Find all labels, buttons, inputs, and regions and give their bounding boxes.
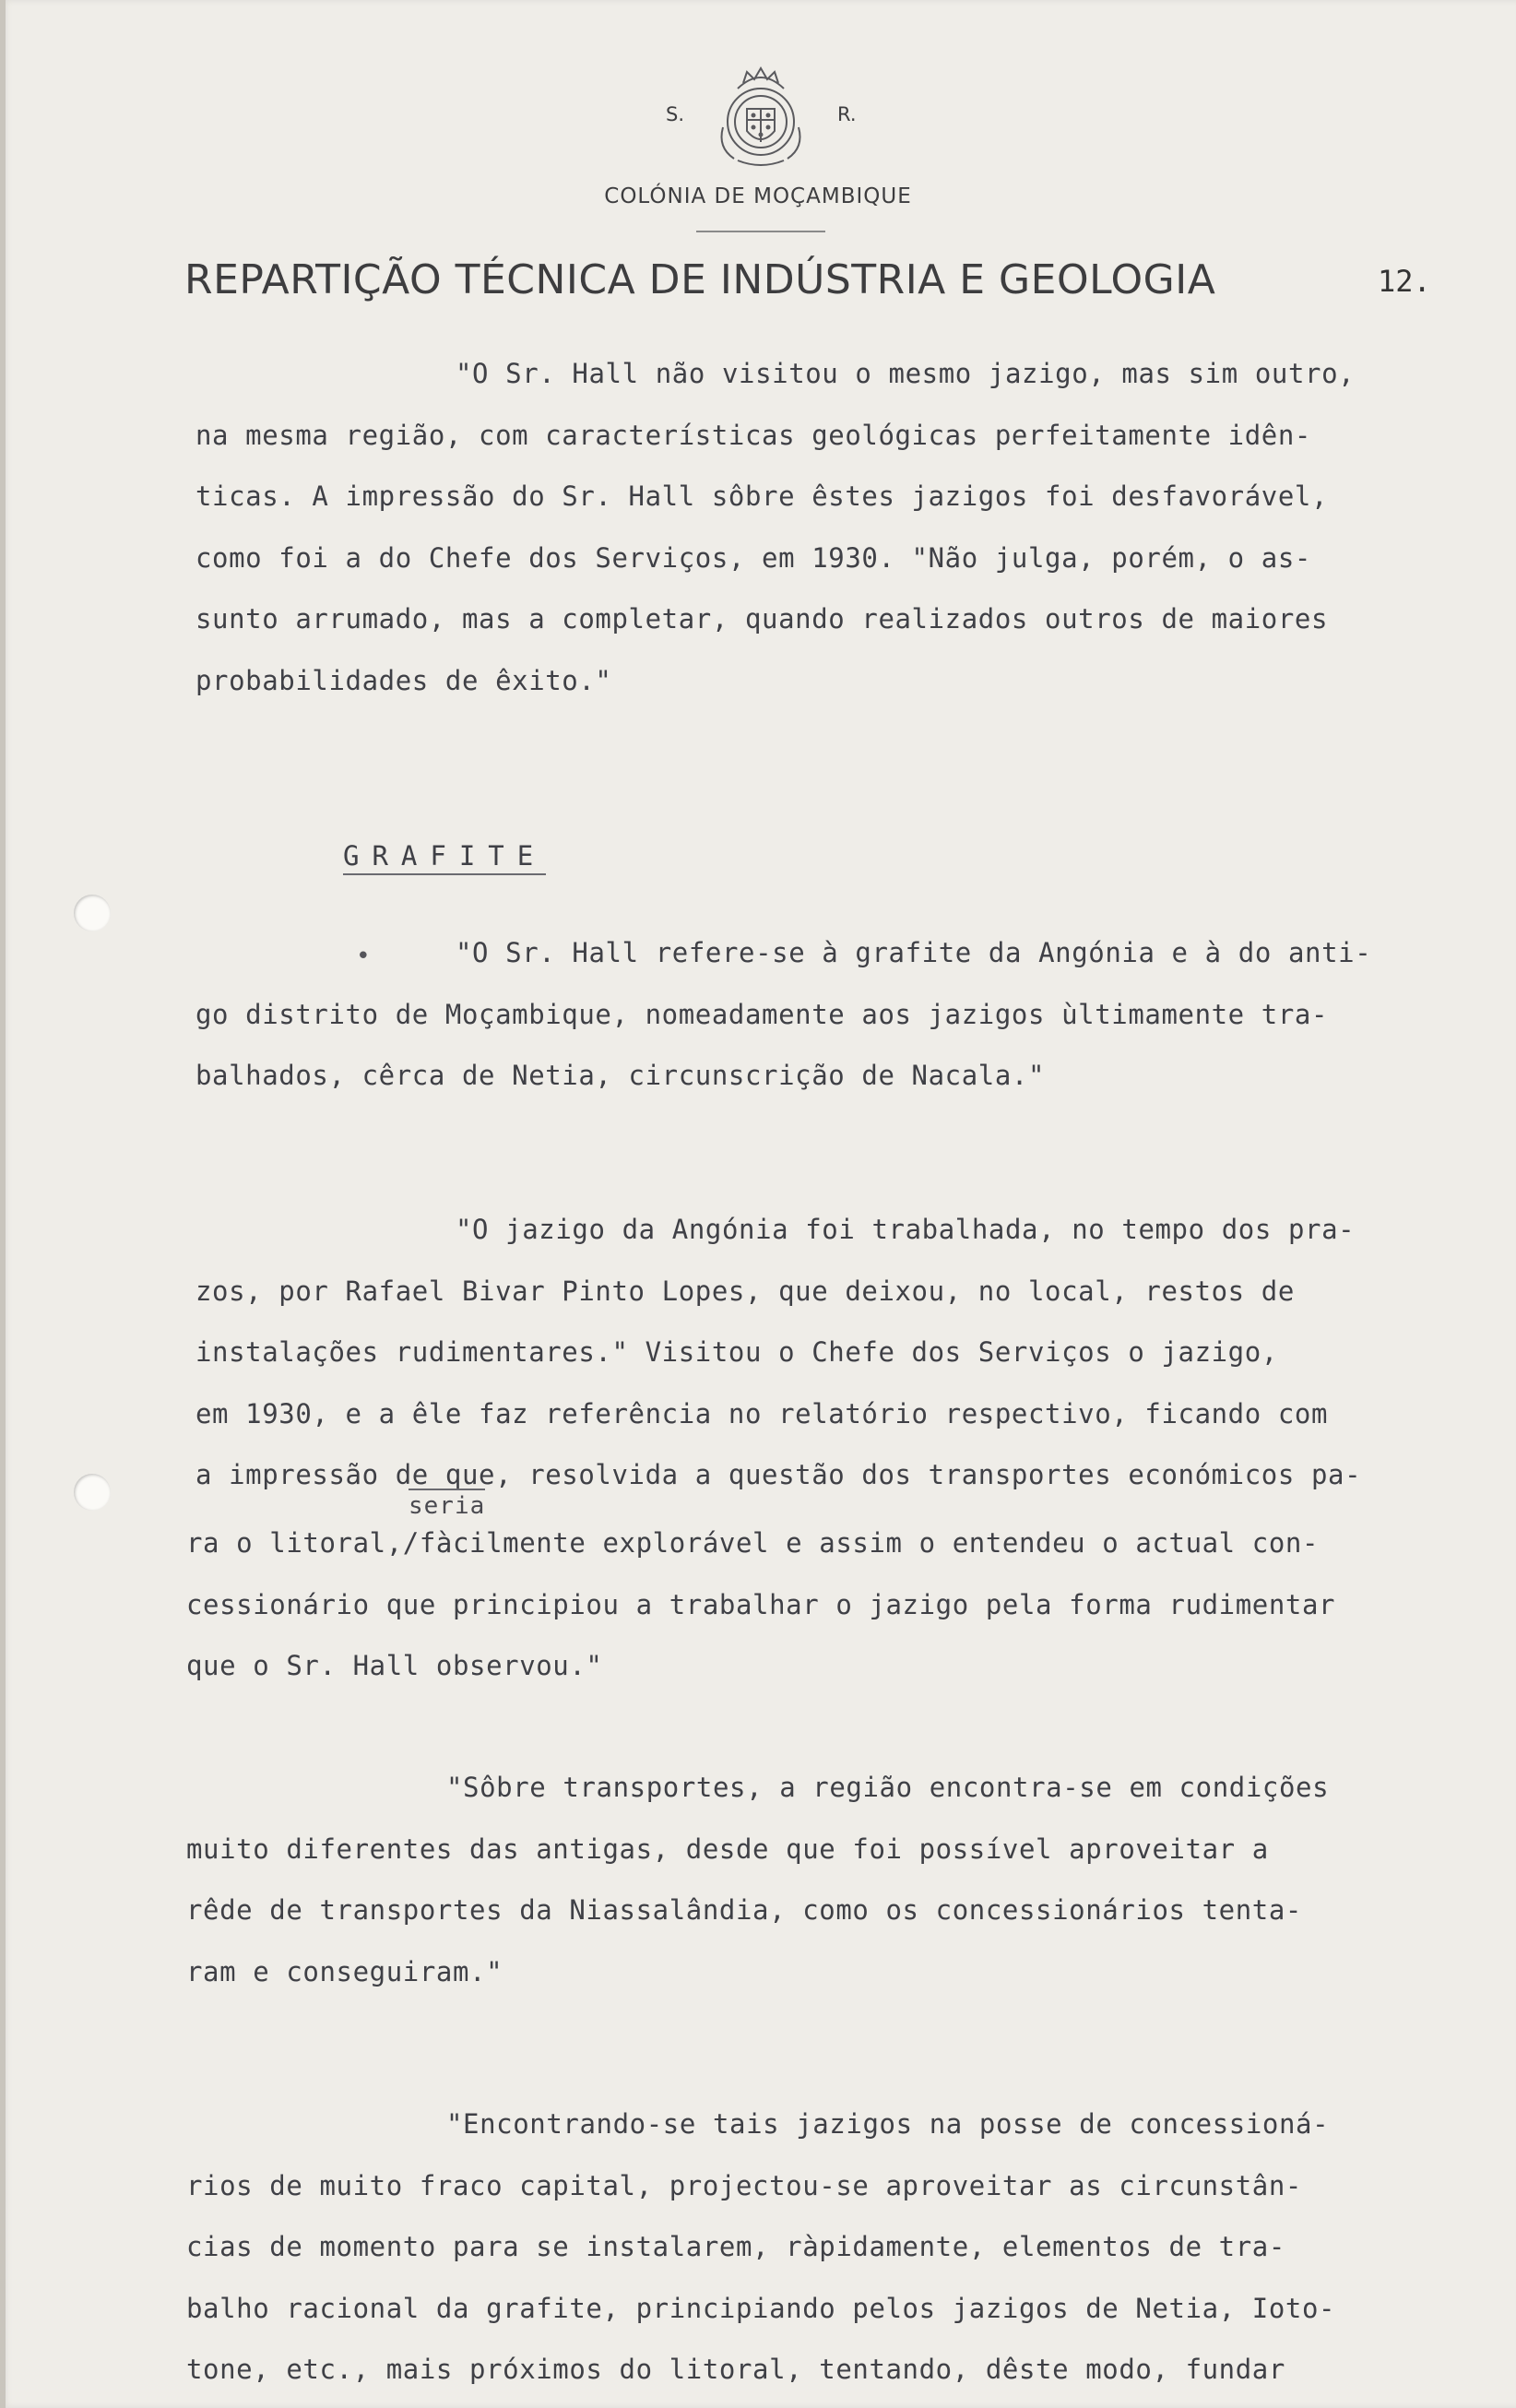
handwritten-insertion: seria bbox=[409, 1489, 485, 1520]
paragraph-jazigo-angonia-continued bbox=[186, 1512, 1450, 1697]
letterhead-initial-left: S. bbox=[666, 103, 685, 125]
text-line: cias de momento para se instalarem, ràpidamente, elementos de tra- bbox=[186, 2231, 1285, 2262]
text-line: rios de muito fraco capital, projectou-se aproveitar as circunstân- bbox=[186, 2169, 1302, 2201]
paragraph-jazigo-angonia bbox=[195, 1199, 1459, 1506]
paragraph-concessionarios bbox=[186, 2094, 1450, 2401]
text-line: que o Sr. Hall observou." bbox=[186, 1650, 603, 1681]
letterhead-divider bbox=[696, 231, 825, 232]
text-line: "O Sr. Hall refere-se à grafite da Angónia e à do anti- bbox=[456, 937, 1372, 968]
text-line: rêde de transportes da Niassalândia, como os concessionários tenta- bbox=[186, 1894, 1302, 1926]
text-line: sunto arrumado, mas a completar, quando realizados outros de maiores bbox=[195, 603, 1329, 635]
punch-hole bbox=[74, 1474, 111, 1511]
text-line: "Encontrando-se tais jazigos na posse de concessioná- bbox=[446, 2108, 1330, 2140]
margin-dot: • bbox=[356, 943, 371, 970]
letterhead-initial-right: R. bbox=[837, 103, 857, 125]
paragraph-transportes bbox=[186, 1757, 1450, 2002]
text-line: ram e conseguiram." bbox=[186, 1955, 503, 1987]
text-line: go distrito de Moçambique, nomeadamente aos jazigos ùltimamente tra- bbox=[195, 998, 1329, 1030]
page-edge bbox=[0, 0, 6, 2408]
text-line: "O Sr. Hall não visitou o mesmo jazigo, mas sim outro, bbox=[456, 358, 1356, 389]
paragraph-hall-visit bbox=[195, 343, 1459, 711]
department-title: REPARTIÇÃO TÉCNICA DE INDÚSTRIA E GEOLOGIA bbox=[184, 256, 1216, 303]
page-number: 12. bbox=[1378, 264, 1431, 299]
punch-hole bbox=[74, 895, 111, 931]
text-line: a impressão de que, resolvida a questão dos transportes económicos pa- bbox=[195, 1459, 1362, 1490]
text-line: cessionário que principiou a trabalhar o jazigo pela forma rudimentar bbox=[186, 1588, 1336, 1620]
text-line: balho racional da grafite, principiando pelos jazigos de Netia, Ioto- bbox=[186, 2292, 1336, 2324]
colony-name: COLÓNIA DE MOÇAMBIQUE bbox=[604, 184, 912, 208]
coat-of-arms-icon bbox=[710, 63, 811, 172]
text-line: instalações rudimentares." Visitou o Chefe dos Serviços o jazigo, bbox=[195, 1336, 1278, 1368]
text-line: muito diferentes das antigas, desde que foi possível aproveitar a bbox=[186, 1833, 1269, 1865]
paragraph-grafite-angonia bbox=[195, 922, 1459, 1107]
text-line: ra o litoral,/fàcilmente explorável e assim o entendeu o actual con- bbox=[186, 1527, 1320, 1559]
text-line: "Sôbre transportes, a região encontra-se em condições bbox=[446, 1772, 1330, 1803]
section-heading-grafite: GRAFITE bbox=[343, 840, 546, 875]
text-line: balhados, cêrca de Netia, circunscrição de Nacala." bbox=[195, 1060, 1046, 1091]
text-line: na mesma região, com características geológicas perfeitamente idên- bbox=[195, 419, 1311, 451]
text-line: tone, etc., mais próximos do litoral, tentando, dêste modo, fundar bbox=[186, 2354, 1285, 2385]
text-line: ticas. A impressão do Sr. Hall sôbre êstes jazigos foi desfavorável, bbox=[195, 480, 1329, 512]
text-line: como foi a do Chefe dos Serviços, em 1930. "Não julga, porém, o as- bbox=[195, 541, 1311, 574]
text-line: "O jazigo da Angónia foi trabalhada, no tempo dos pra- bbox=[456, 1214, 1356, 1245]
text-line: zos, por Rafael Bivar Pinto Lopes, que deixou, no local, restos de bbox=[195, 1275, 1295, 1307]
text-line: probabilidades de êxito." bbox=[195, 664, 612, 696]
text-line: em 1930, e a êle faz referência no relatório respectivo, ficando com bbox=[195, 1397, 1329, 1429]
